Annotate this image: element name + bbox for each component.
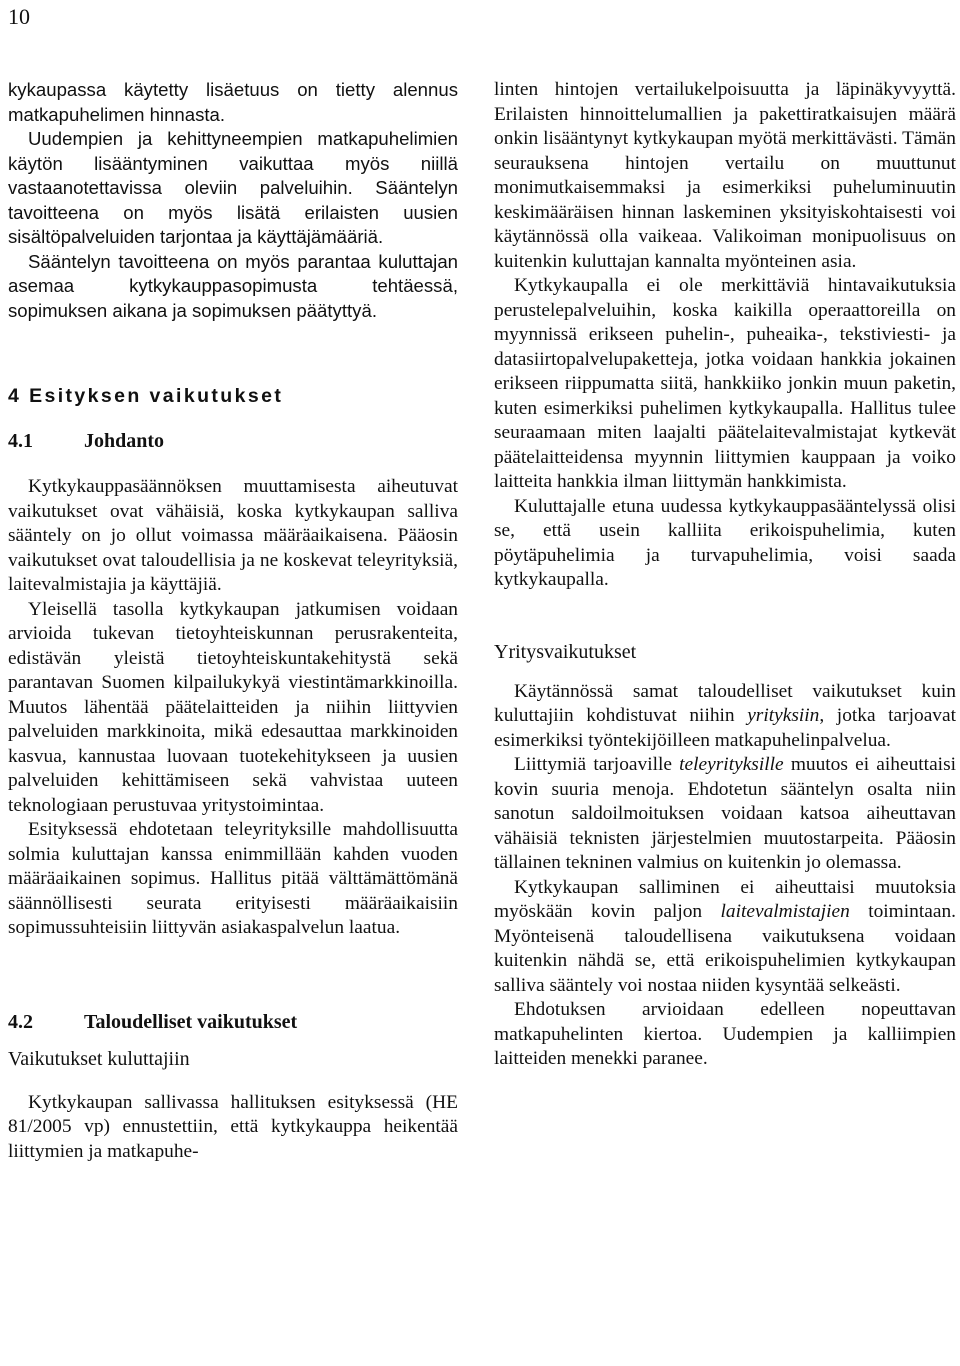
paragraph: Kytkykaupan sallivassa hallituksen esityksessä (HE 81/2005 vp) ennustettiin, että kytkykauppa heikentää liittymien ja matkapuhe-	[8, 1091, 458, 1162]
left-column	[8, 52, 458, 1164]
paragraph: linten hintojen vertailukelpoisuutta ja läpinäkyvyyttä. Erilaisten hinnoittelumallien ja pakettiratkaisujen määrä onkin lisääntynyt kytkykaupan myötä merkittävästi. Tämän seurauksena hintojen vertailu on muuttunut monimutkaisemmaksi ja esimerkiksi puheluminuutin keskimääräisen hinnan laskeminen yksityiskohtaisesti voi käytännössä olla vaikeaa. Valikoiman monipuolisuus on kuitenkin kuluttajan kannalta myönteinen asia.	[494, 79, 956, 272]
paragraph: Käytännössä samat taloudelliset vaikutukset kuin kuluttajiin kohdistuvat niihin yrityksiin, jotka tarjoavat esimerkiksi työntekijöilleen matkapuhelinpalvelua.	[494, 680, 956, 751]
right-column	[494, 52, 956, 1072]
paragraph: Sääntelyn tavoitteena on myös parantaa kuluttajan asemaa kytkykauppasopimusta tehtäessä, sopimuksen aikana ja sopimuksen päätyttyä.	[8, 250, 458, 321]
page-number: 10	[8, 4, 30, 29]
paragraph: Esityksessä ehdotetaan teleyrityksille mahdollisuutta solmia kuluttajan kanssa enimmillään kahden vuoden määräaikainen sopimus. Hallitus pitää välttämättömänä säännöllisesti seurata erityisesti määräaikaisiin sopimussuhteisiin liittyvän asiakaspalvelun laatua.	[8, 819, 458, 938]
heading-number: 4.2	[8, 1010, 33, 1033]
paragraph: Kytkykauppasäännöksen muuttamisesta aiheutuvat vaikutukset ovat vähäisiä, koska kytkykaupan salliva sääntely on jo ollut voimassa määräaikaisena. Pääosin vaikutukset ovat taloudellisia ja ne koskevat teleyrityksiä, laitevalmistajia ja käyttäjiä.	[8, 476, 458, 595]
section-heading: 4 Esityksen vaikutukset	[8, 385, 284, 407]
paragraph: kykaupassa käytetty lisäetuus on tietty alennus matkapuhelimen hinnasta.	[8, 79, 458, 125]
paragraph: Yleisellä tasolla kytkykaupan jatkumisen voidaan arvioida tukevan tietoyhteiskunnan perusrakenteita, edistävän yleistä tietoyhteiskuntakehitystä sekä parantavan Suomen kilpailukykyä viestintämarkkinoilla. Muutos lähentää päätelaitteiden ja niihin liittyvien palveluiden markkinoita, mikä edesauttaa markkinoiden kasvua, kannustaa luovaan tuotekehitykseen ja uusien palveluiden kehittämiseen sekä vahvistaa uuteen teknologiaan perustuvaa yritystoimintaa.	[8, 598, 458, 816]
heading-number: 4.1	[8, 430, 33, 452]
sub-heading: Yritysvaikutukset	[494, 640, 637, 663]
subsection-heading-4-1	[8, 430, 458, 453]
paragraph: Kuluttajalle etuna uudessa kytkykauppasääntelyssä olisi se, että usein kalliita erikoispuhelimia, kuten pöytäpuhelimia ja turvapuhelimia, voisi saada kytkykaupalla.	[494, 495, 956, 590]
paragraph: Kytkykaupan salliminen ei aiheuttaisi muutoksia myöskään kovin paljon laitevalmistajien toimintaan. Myönteisenä taloudellisena vaikutuksena voidaan kuitenkin nähdä se, että erikoispuhelimien kytkykaupan salliva sääntely voi nostaa niiden kysyntää selkeästi.	[494, 876, 956, 996]
paragraph: Uudempien ja kehittyneempien matkapuhelimien käytön lisääntyminen vaikuttaa myös niillä vastaanotettavissa oleviin palveluihin. Sääntelyn tavoitteena on myös lisätä erilaisten uusien sisältöpalveluiden tarjontaa ja käyttäjämääriä.	[8, 128, 458, 247]
paragraph: Liittymiä tarjoaville teleyrityksille muutos ei aiheuttaisi kovin suuria menoja. Ehdotetun sääntelyn osalta niin sanotun saldoilmoituksen voidaan katsoa aiheuttavan vähäisiä teknisten järjestelmien muutostarpeita. Pääosin tällainen tekninen valmius on kuitenkin jo olemassa.	[494, 754, 956, 873]
paragraph: Ehdotuksen arvioidaan edelleen nopeuttavan matkapuhelinten kiertoa. Uudempien ja kalliimpien laitteiden menekki paranee.	[494, 999, 956, 1069]
subsection-heading-4-2	[8, 1011, 458, 1034]
heading-title: Johdanto	[84, 430, 165, 452]
sub-heading: Vaikutukset kuluttajiin	[8, 1047, 190, 1070]
paragraph: Kytkykaupalla ei ole merkittäviä hintavaikutuksia perustelepalveluihin, koska kaikilla operaattoreilla on myynnissä erikseen puhelin-, puheaika-, tekstiviesti- ja datasiirtopalvelupaketteja, jotka voidaan hankkia jokainen erikseen riippumatta siitä, hankkiiko jonkin muun paketin, kuten esimerkiksi puhelimen kytkykaupalla. Hallitus tulee seuraamaan miten laajalti päätelaitevalmistajat kytkevät päätelaitteidensa myynnin liittymien kauppaan ja voiko laitteita hankkia ilman liittymän hankkimista.	[494, 275, 956, 492]
heading-title: Taloudelliset vaikutukset	[84, 1010, 298, 1033]
